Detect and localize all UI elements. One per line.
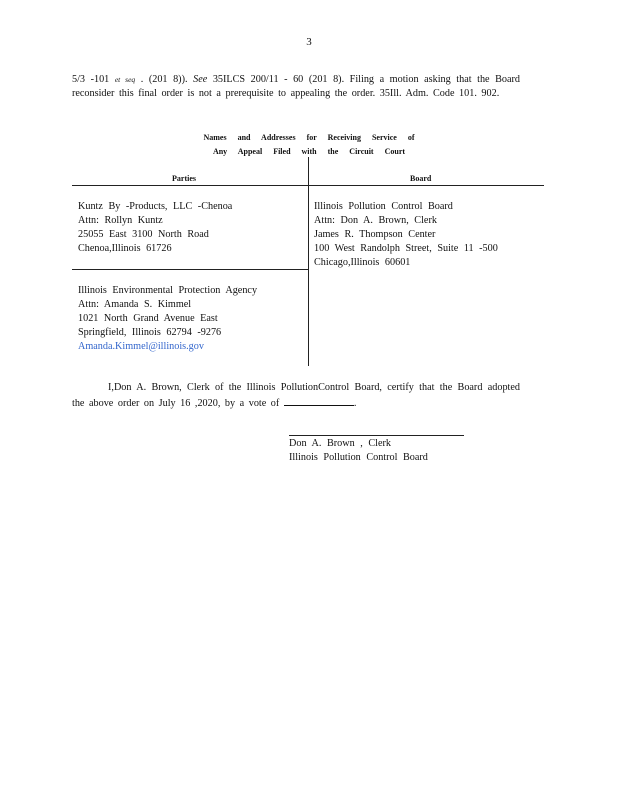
citation-start: 5/3 -101 (72, 74, 110, 85)
page-number: 3 (306, 36, 312, 48)
signature-line (289, 435, 464, 436)
board-city: Chicago,Illinois 60601 (314, 257, 411, 268)
certification-text: I,Don A. Brown, Clerk of the Illinois PollutionControl Board, certify that the Board adopted the above order on July 16 ,2020, by a vote of (72, 382, 520, 409)
vote-blank-line (284, 395, 354, 406)
parties-header: Parties (172, 174, 196, 183)
intro-paragraph (72, 73, 520, 100)
board-attn: Attn: Don A. Brown, Clerk (314, 215, 437, 226)
citation-year: . (201 8)). (140, 74, 188, 85)
intro-rest: 35ILCS 200/11 - 60 (201 8). Filing a motion asking that the Board reconsider this final order is not a prerequisite to appealing the order. 35Ill. Adm. Code 101. 902. (72, 74, 521, 99)
table-column-divider (308, 157, 309, 366)
party-city: Springfield, Illinois 62794 -9276 (78, 327, 222, 338)
party-address-iepa (78, 284, 257, 354)
party-street: 25055 East 3100 North Road (78, 229, 209, 240)
party-name: Kuntz By -Products, LLC -Chenoa (78, 201, 233, 212)
board-building: James R. Thompson Center (314, 229, 436, 240)
certification-paragraph (72, 381, 520, 410)
party-address-kuntz (78, 200, 232, 256)
party-street: 1021 North Grand Avenue East (78, 313, 218, 324)
service-table-title-1: Names and Addresses for Receiving Service of (203, 133, 415, 142)
board-header: Board (410, 174, 432, 183)
signature-block (289, 437, 428, 465)
service-table-title-2: Any Appeal Filed with the Circuit Court (212, 147, 406, 156)
board-name: Illinois Pollution Control Board (314, 201, 453, 212)
signature-org: Illinois Pollution Control Board (289, 452, 428, 463)
party-name: Illinois Environmental Protection Agency (78, 285, 258, 296)
party-city: Chenoa,Illinois 61726 (78, 243, 172, 254)
see-signal: See (193, 74, 208, 85)
signature-name: Don A. Brown , Clerk (289, 438, 391, 449)
certification-end: . (353, 397, 357, 409)
party-email-link[interactable]: Amanda.Kimmel@illinois.gov (78, 341, 204, 352)
et-seq-text: et seq (114, 75, 136, 84)
party-attn: Attn: Amanda S. Kimmel (78, 299, 192, 310)
party-attn: Attn: Rollyn Kuntz (78, 215, 163, 226)
parties-row-divider (72, 269, 308, 270)
board-street: 100 West Randolph Street, Suite 11 -500 (314, 243, 498, 254)
board-address (314, 200, 498, 270)
